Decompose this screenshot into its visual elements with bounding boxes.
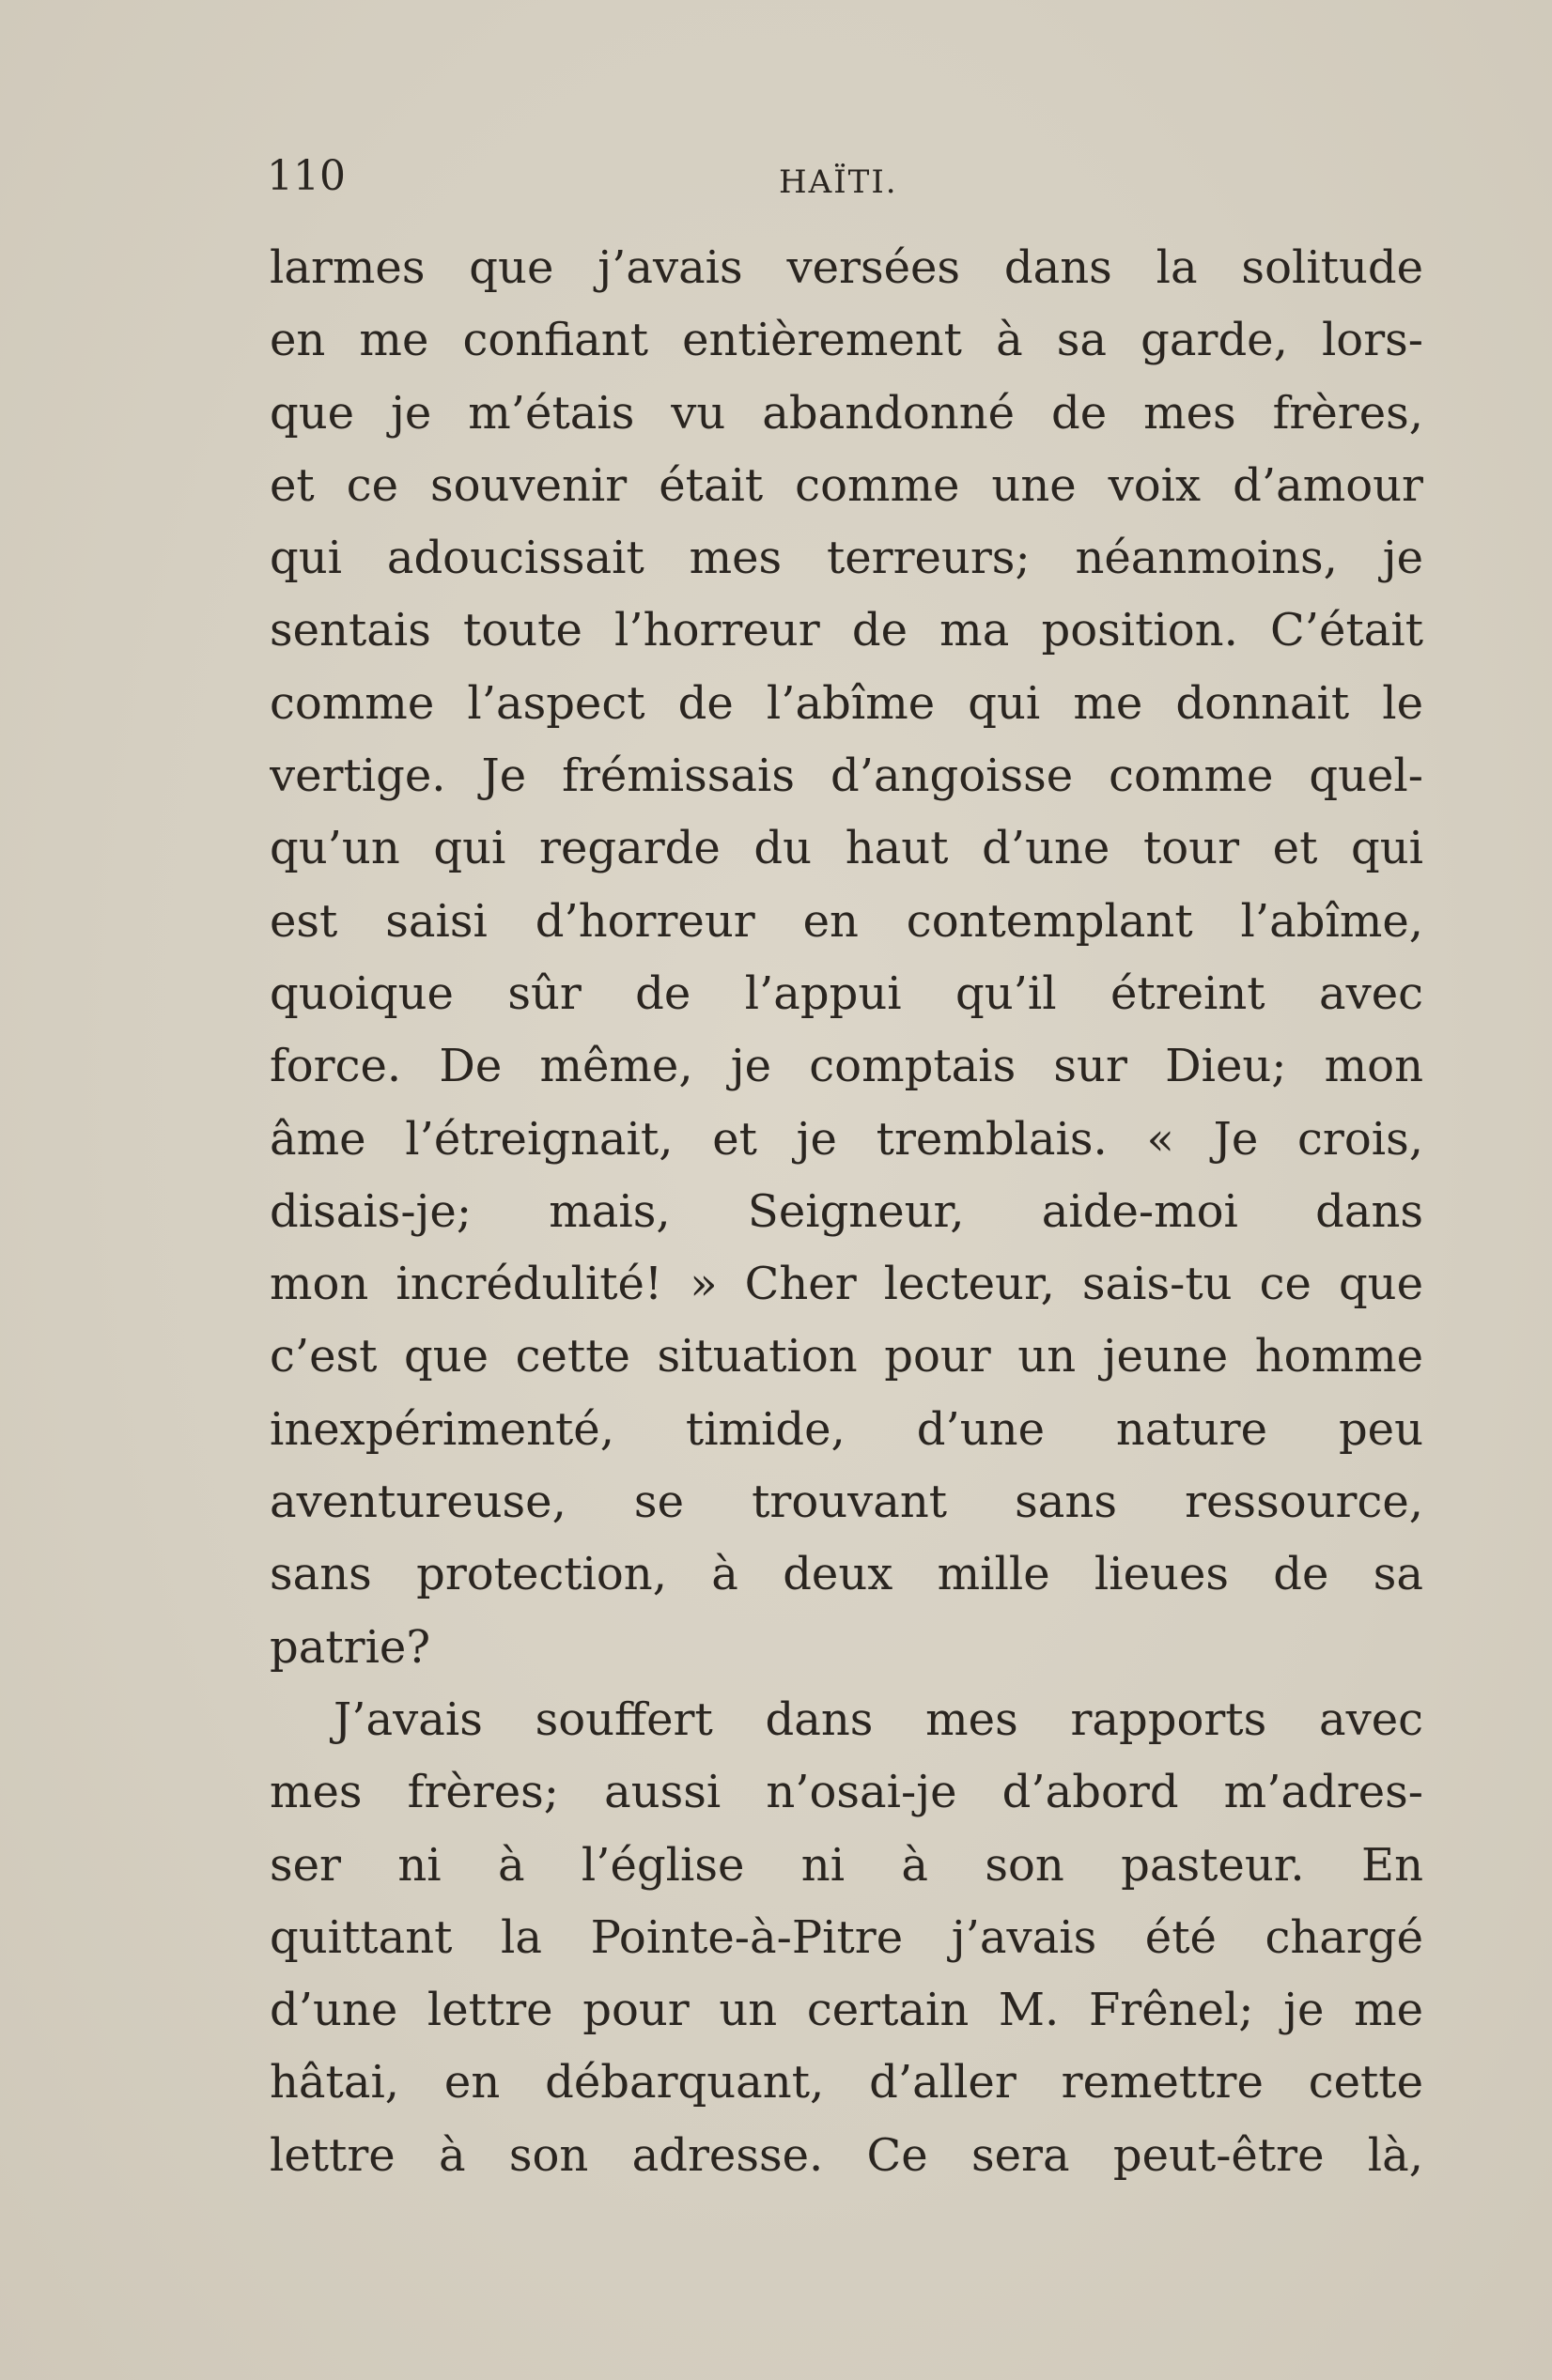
text-line: larmes que j’avais versées dans la solitude (270, 241, 1423, 294)
paragraph-end-line: patrie? (270, 1620, 431, 1674)
text-line: en me confiant entièrement à sa garde, lors- (270, 314, 1423, 367)
text-line: qui adoucissait mes terreurs; néanmoins, je (270, 532, 1423, 585)
text-line: est saisi d’horreur en contemplant l’abîme, (270, 894, 1423, 948)
text-line: ser ni à l’église ni à son pasteur. En (270, 1838, 1423, 1892)
text-line: sans protection, à deux mille lieues de sa (270, 1548, 1423, 1601)
text-line: mes frères; aussi n’osai-je d’abord m’adres- (270, 1766, 1423, 1819)
text-line: et ce souvenir était comme une voix d’amour (270, 458, 1423, 512)
page-header (267, 148, 1441, 205)
body-text (270, 232, 1423, 2192)
text-line: disais-je; mais, Seigneur, aide-moi dans (270, 1184, 1423, 1238)
text-line: force. De même, je comptais sur Dieu; mon (270, 1040, 1423, 1093)
text-line: quittant la Pointe-à-Pitre j’avais été chargé (270, 1910, 1423, 1964)
text-line: sentais toute l’horreur de ma position. C’était (270, 604, 1423, 657)
page-number: 110 (267, 152, 346, 200)
text-line: d’une lettre pour un certain M. Frênel; je me (270, 1984, 1423, 2037)
text-line: inexpérimenté, timide, d’une nature peu (270, 1402, 1423, 1456)
text-line: quoique sûr de l’appui qu’il étreint avec (270, 966, 1423, 1020)
text-line: qu’un qui regarde du haut d’une tour et qui (270, 822, 1423, 875)
text-line: c’est que cette situation pour un jeune homme (270, 1330, 1423, 1383)
text-line: vertige. Je frémissais d’angoisse comme quel- (270, 750, 1423, 803)
text-line: comme l’aspect de l’abîme qui me donnait le (270, 676, 1423, 730)
text-line: que je m’étais vu abandonné de mes frères, (270, 386, 1423, 440)
text-line: aventureuse, se trouvant sans ressource, (270, 1476, 1423, 1529)
text-line: mon incrédulité! » Cher lecteur, sais-tu ce que (270, 1258, 1423, 1311)
running-title: HAÏTI. (779, 163, 898, 201)
text-line: lettre à son adresse. Ce sera peut-être là, (270, 2128, 1423, 2182)
text-line: hâtai, en débarquant, d’aller remettre cette (270, 2056, 1423, 2110)
text-line: âme l’étreignait, et je tremblais. « Je crois, (270, 1112, 1423, 1166)
paragraph-start-line: J’avais souffert dans mes rapports avec (334, 1692, 1423, 1746)
